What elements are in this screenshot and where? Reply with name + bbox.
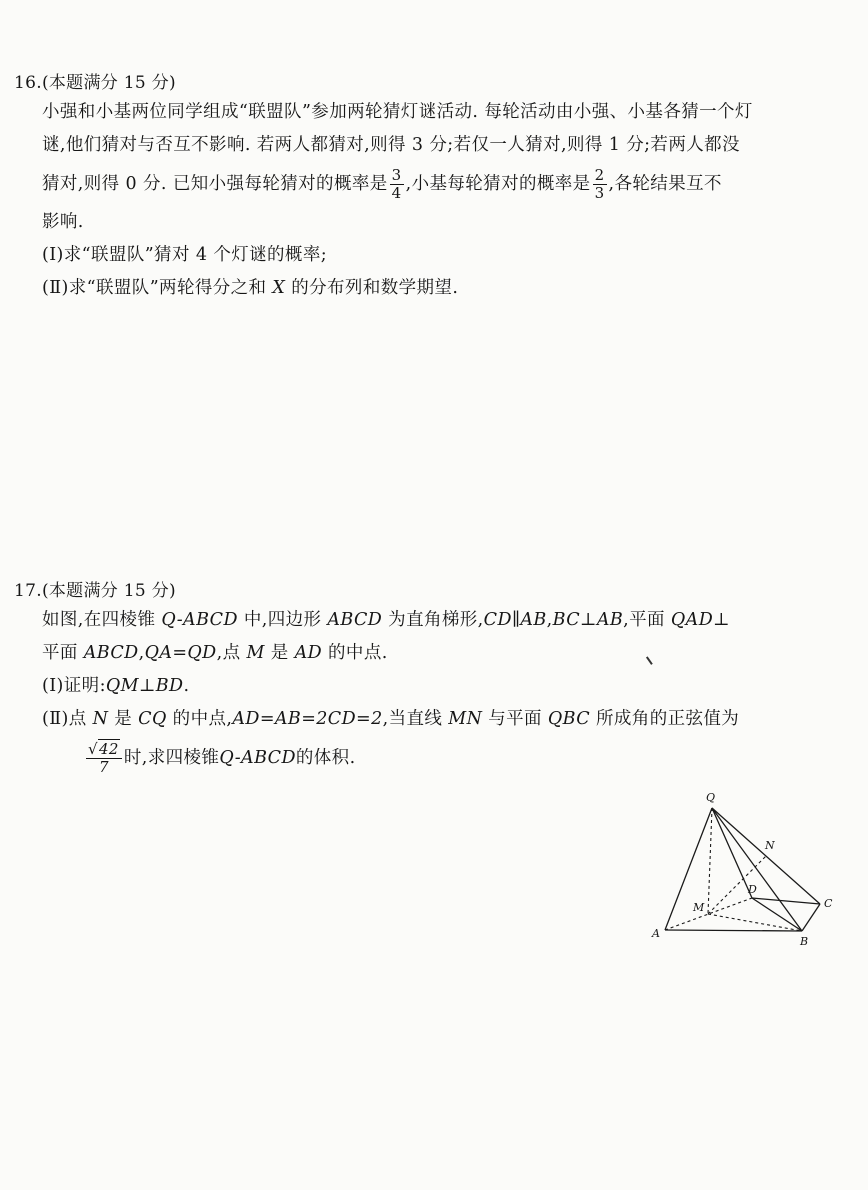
variable-x: X	[272, 278, 286, 298]
problem-17-part-2	[42, 703, 844, 736]
label-C: C	[824, 897, 833, 910]
problem-17-part-1	[42, 670, 844, 703]
fraction-2-3	[593, 167, 607, 202]
segment-DC	[752, 898, 820, 904]
edge-BC	[802, 904, 820, 931]
text: 所成角的正弦值为	[590, 709, 740, 729]
problem-17-line-5	[84, 736, 844, 780]
problem-16-line-3-text-c: ,各轮结果互不	[608, 174, 722, 194]
fraction-numerator: 2	[594, 166, 605, 184]
text: ,	[546, 610, 553, 630]
problem-16-line-3	[42, 162, 844, 206]
pyramid-figure	[640, 785, 860, 960]
math: CD∥AB	[483, 610, 547, 630]
math: ABCD	[83, 643, 139, 663]
edge-QA	[665, 808, 712, 930]
text: 的中点,	[166, 709, 233, 729]
part-2-text-a: (Ⅱ)求“联盟队”两轮得分之和	[42, 278, 273, 298]
text: ,当直线	[382, 709, 449, 729]
math: QA=QD	[144, 643, 217, 663]
text: .	[183, 676, 190, 696]
math: AD	[294, 643, 323, 663]
math: QAD⊥	[670, 610, 730, 630]
text: 中,四边形	[237, 610, 328, 630]
text: 为直角梯形,	[382, 610, 484, 630]
math: AD=AB=2CD=2	[232, 709, 383, 729]
math: M	[246, 643, 265, 663]
label-Q: Q	[706, 791, 716, 804]
math: MN	[448, 709, 483, 729]
problem-17-points: (本题满分 15 分)	[41, 581, 176, 601]
text: (Ⅰ)证明:	[42, 676, 106, 696]
math: N	[92, 709, 109, 729]
text: ,平面	[623, 610, 671, 630]
math: Q-ABCD	[161, 610, 238, 630]
part-2-text-b: 的分布列和数学期望.	[285, 278, 459, 298]
problem-17-line-1	[42, 604, 844, 637]
problem-17-header	[14, 578, 844, 604]
text: ,	[138, 643, 145, 663]
math: CQ	[138, 709, 167, 729]
problem-16-line-1: 小强和小基两位同学组成“联盟队”参加两轮猜灯谜活动. 每轮活动由小强、小基各猜一个灯	[42, 102, 753, 122]
problem-17-number: 17.	[14, 581, 42, 601]
fraction-numerator: 3	[391, 166, 402, 184]
math: BC⊥AB	[552, 610, 624, 630]
text: (Ⅱ)点	[42, 709, 93, 729]
problem-16-line-2: 谜,他们猜对与否互不影响. 若两人都猜对,则得 3 分;若仅一人猜对,则得 1 分;若两人都没	[42, 135, 740, 155]
label-A: A	[652, 927, 660, 940]
problem-16-line-4: 影响.	[42, 212, 84, 232]
edge-AB	[665, 930, 802, 931]
sqrt: √42	[88, 740, 119, 758]
text: 与平面	[482, 709, 548, 729]
text: 是	[108, 709, 139, 729]
problem-16	[14, 70, 844, 305]
label-D: D	[748, 883, 757, 896]
math: QBC	[547, 709, 591, 729]
fraction-3-4	[390, 167, 404, 202]
edge-QC	[712, 808, 820, 904]
problem-16-header	[14, 70, 844, 96]
problem-16-part-1: (Ⅰ)求“联盟队”猜对 4 个灯谜的概率;	[42, 245, 328, 265]
problem-16-line-3-text-b: ,小基每轮猜对的概率是	[405, 174, 591, 194]
problem-16-part-2	[42, 272, 844, 305]
problem-16-number: 16.	[14, 73, 42, 93]
text: 平面	[42, 643, 84, 663]
problem-17	[14, 578, 844, 780]
math: Q-ABCD	[219, 748, 296, 768]
text: ,点	[216, 643, 247, 663]
problem-16-line-3-text-a: 猜对,则得 0 分. 已知小强每轮猜对的概率是	[42, 174, 388, 194]
fraction-denominator: 7	[98, 758, 109, 776]
label-M: M	[693, 901, 705, 914]
problem-17-line-2	[42, 637, 844, 670]
text: 时,求四棱锥	[123, 748, 220, 768]
math: QM⊥BD	[105, 676, 184, 696]
math: ABCD	[327, 610, 383, 630]
text: 如图,在四棱锥	[42, 610, 162, 630]
fraction-numerator	[86, 741, 122, 759]
fraction-sqrt42-7	[86, 741, 122, 776]
text: 的中点.	[322, 643, 388, 663]
fraction-denominator: 4	[391, 184, 402, 202]
text: 是	[264, 643, 295, 663]
dashed-QM	[708, 808, 712, 914]
dashed-MB	[708, 914, 802, 931]
segment-DB	[752, 898, 802, 931]
problem-16-points: (本题满分 15 分)	[41, 73, 176, 93]
label-B: B	[800, 935, 809, 948]
edge-QB	[712, 808, 802, 931]
radicand: 42	[98, 740, 119, 758]
text: 的体积.	[295, 748, 356, 768]
segment-QD	[712, 808, 752, 898]
fraction-denominator: 3	[594, 184, 605, 202]
label-N: N	[765, 839, 775, 852]
